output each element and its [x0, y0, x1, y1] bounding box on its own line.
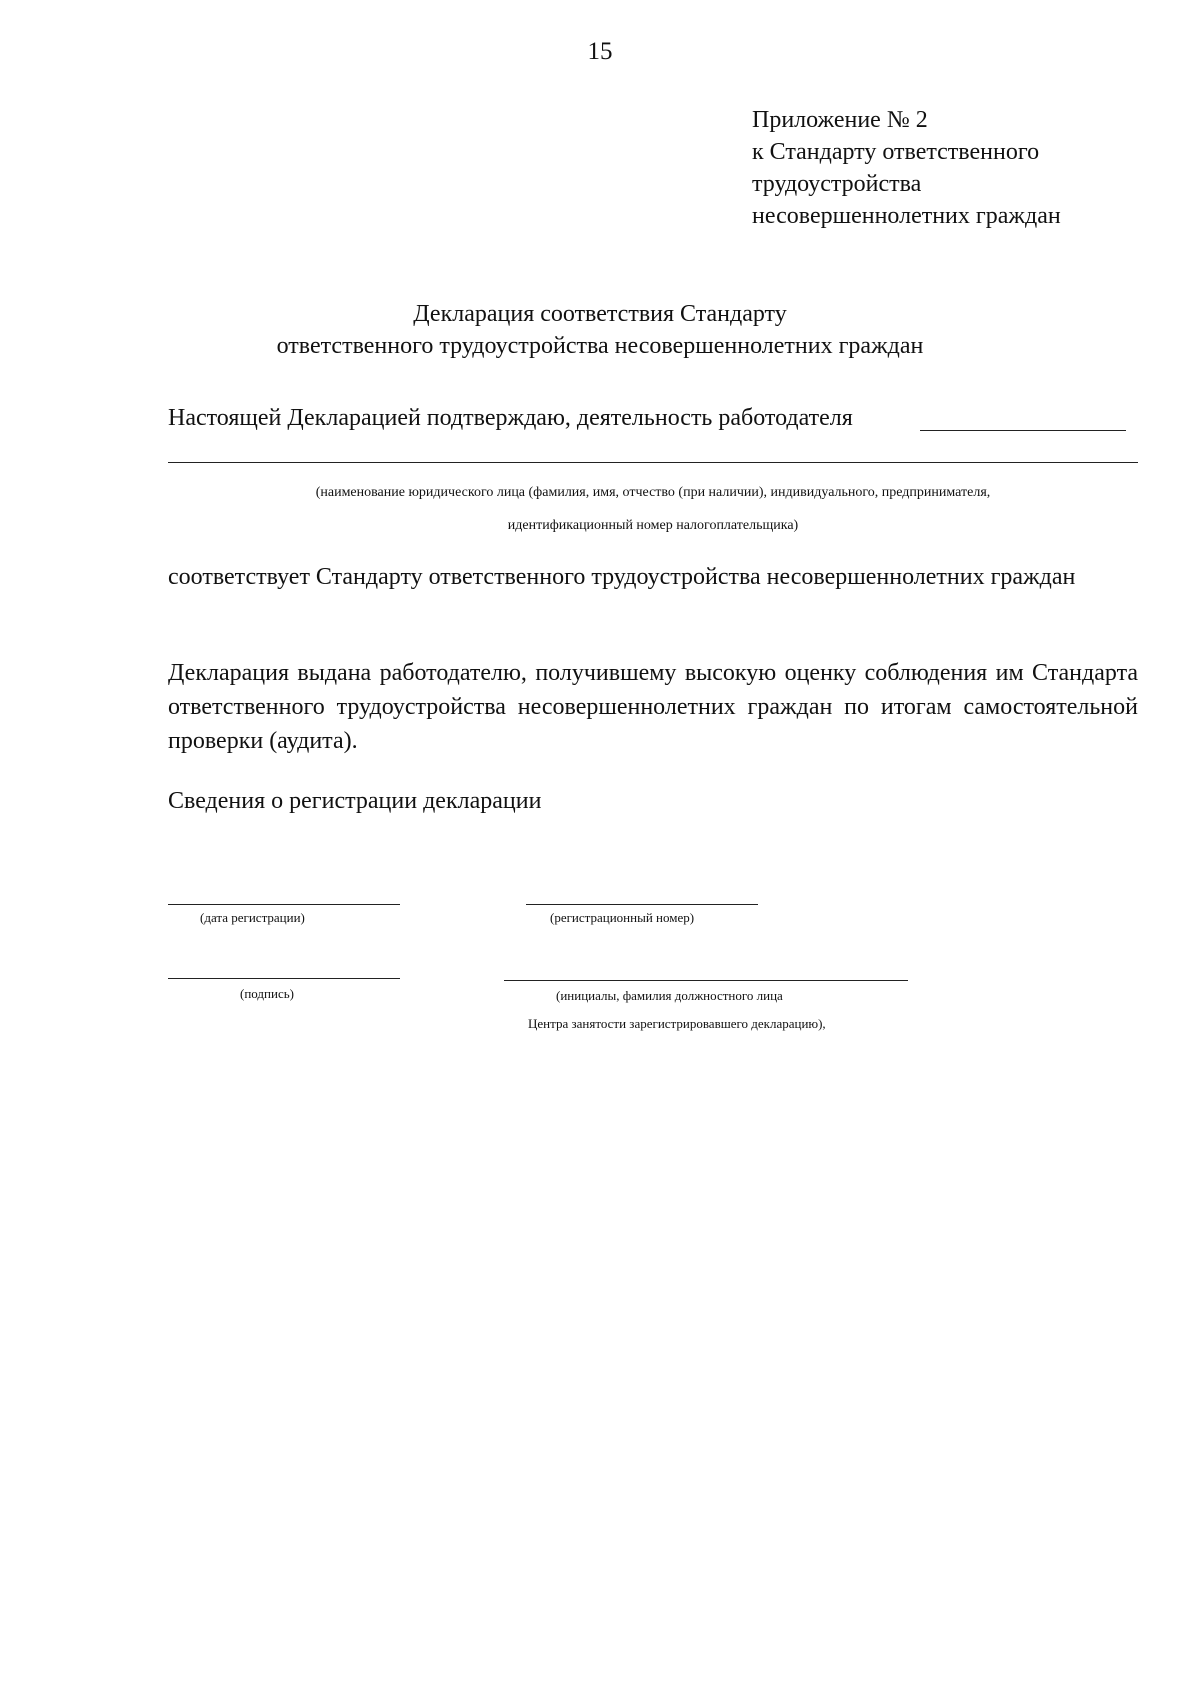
title-line-2: ответственного трудоустройства несовершеннолетних граждан	[276, 333, 924, 359]
issued-paragraph: Декларация выдана работодателю, получившему высокую оценку соблюдения им Стандарта ответственного трудоустройства несовершеннолетних граждан по итогам самостоятельной проверки (аудита).	[168, 660, 1138, 754]
registration-number-caption: (регистрационный номер)	[550, 910, 695, 925]
conformity-paragraph: соответствует Стандарту ответственного трудоустройства несовершеннолетних граждан	[168, 564, 1076, 590]
appendix-reference	[752, 104, 1061, 232]
employer-name-blank-full	[168, 462, 1138, 463]
registration-date-caption: (дата регистрации)	[200, 910, 305, 925]
appendix-line: несовершеннолетних граждан	[752, 203, 1061, 229]
appendix-line: трудоустройства	[752, 171, 922, 197]
signature-caption: (подпись)	[240, 986, 294, 1001]
employer-field-caption	[168, 476, 1138, 542]
caption-line-1: (наименование юридического лица (фамилия, имя, отчество (при наличии), индивидуального, предпринимателя,	[315, 485, 991, 500]
employer-name-blank-inline	[920, 430, 1126, 431]
appendix-line: Приложение № 2	[752, 107, 928, 133]
page-number: 15	[587, 38, 613, 65]
declaration-intro: Настоящей Декларацией подтверждаю, деятельность работодателя	[168, 405, 853, 431]
appendix-line: к Стандарту ответственного	[752, 139, 1040, 165]
official-caption-line-2: Центра занятости зарегистрировавшего декларацию),	[528, 1016, 826, 1031]
signature-line	[168, 978, 400, 979]
caption-line-2: идентификационный номер налогоплательщика)	[507, 518, 799, 533]
official-caption-line-1: (инициалы, фамилия должностного лица	[556, 988, 783, 1003]
official-name-line	[504, 980, 908, 981]
document-title	[0, 298, 1200, 362]
registration-heading: Сведения о регистрации декларации	[168, 788, 542, 814]
title-line-1: Декларация соответствия Стандарту	[413, 301, 787, 327]
